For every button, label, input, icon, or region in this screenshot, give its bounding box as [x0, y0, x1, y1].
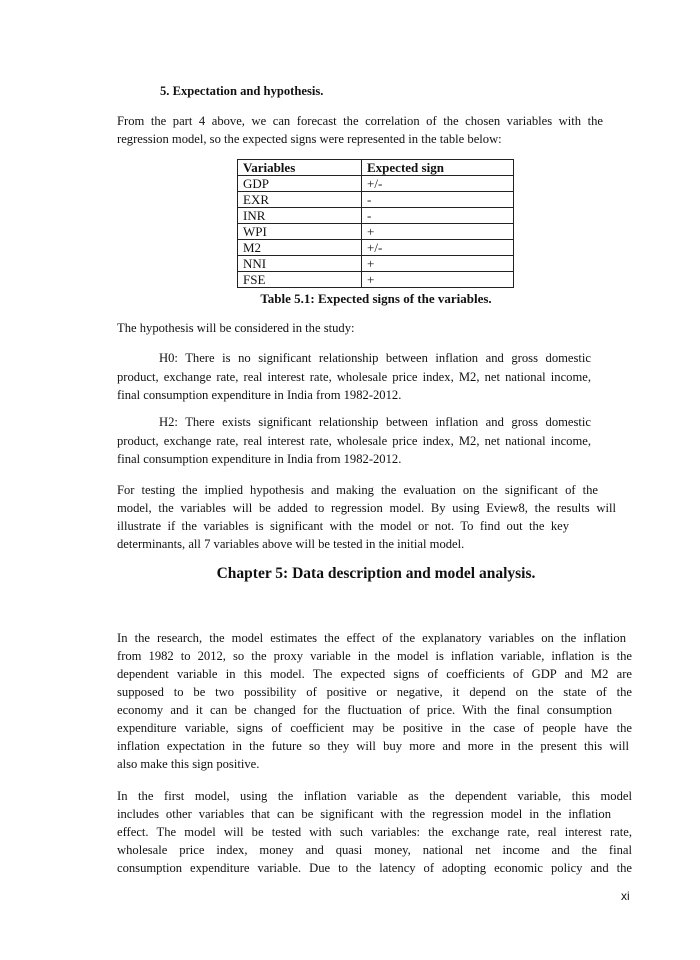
- testing-line: For testing the implied hypothesis and making the evaluation on the significant of the: [117, 483, 598, 497]
- page-number: xi: [621, 889, 630, 903]
- table-row: [238, 224, 514, 240]
- cell-variable: GDP: [238, 176, 362, 192]
- table-row: [238, 256, 514, 272]
- intro-line: regression model, so the expected signs were represented in the table below:: [117, 132, 502, 146]
- intro-line: From the part 4 above, we can forecast the correlation of the chosen variables with the: [117, 114, 603, 128]
- para2-line: includes other variables that can be significant with the regression model in the inflation: [117, 807, 611, 821]
- para1-line: In the research, the model estimates the effect of the explanatory variables on the inflation: [117, 631, 626, 645]
- cell-sign: +: [362, 256, 514, 272]
- cell-variable: FSE: [238, 272, 362, 288]
- cell-sign: -: [362, 208, 514, 224]
- para1-line: economy and it can be changed for the fluctuation of price. With the final consumption: [117, 703, 612, 717]
- cell-variable: WPI: [238, 224, 362, 240]
- para1-line: expenditure variable, signs of coefficient may be positive in the case of people have the: [117, 721, 632, 735]
- cell-variable: EXR: [238, 192, 362, 208]
- cell-variable: INR: [238, 208, 362, 224]
- para2-line: wholesale price index, money and quasi money, national net income and the final: [117, 843, 632, 857]
- para1-line: inflation expectation in the future so they will buy more and more in the present this will: [117, 739, 629, 753]
- table-caption: Table 5.1: Expected signs of the variables.: [260, 291, 492, 306]
- table-row: [238, 192, 514, 208]
- section-heading: 5. Expectation and hypothesis.: [160, 84, 324, 98]
- h0-line: H0: There is no significant relationship between inflation and gross domestic: [159, 351, 591, 365]
- h2-line: product, exchange rate, real interest rate, wholesale price index, M2, net national income,: [117, 434, 591, 448]
- hypothesis-intro: The hypothesis will be considered in the study:: [117, 321, 355, 335]
- cell-variable: M2: [238, 240, 362, 256]
- cell-sign: +: [362, 224, 514, 240]
- testing-line: model, the variables will be added to regression model. By using Eview8, the results will: [117, 501, 616, 515]
- para1-line: dependent variable in this model. The expected signs of coefficients of GDP and M2 are: [117, 667, 632, 681]
- chapter-title: Chapter 5: Data description and model analysis.: [216, 565, 536, 582]
- para2-line: consumption expenditure variable. Due to the latency of adopting economic policy and the: [117, 861, 632, 875]
- table-row: [238, 176, 514, 192]
- h2-line: final consumption expenditure in India from 1982-2012.: [117, 452, 402, 466]
- table-row: [238, 272, 514, 288]
- testing-line: illustrate if the variables is significant with the model or not. To find out the key: [117, 519, 569, 533]
- h2-line: H2: There exists significant relationship between inflation and gross domestic: [159, 415, 591, 429]
- table-row: [238, 208, 514, 224]
- para1-line: from 1982 to 2012, so the proxy variable in the model is inflation variable, inflation is the: [117, 649, 632, 663]
- testing-line: determinants, all 7 variables above will be tested in the initial model.: [117, 537, 465, 551]
- table-row: [238, 240, 514, 256]
- table-header-row: [238, 160, 514, 176]
- expected-signs-table: [237, 159, 514, 288]
- header-variables: Variables: [238, 160, 362, 176]
- para1-line: supposed to be two possibility of positive or negative, it depend on the state of the: [117, 685, 632, 699]
- cell-sign: -: [362, 192, 514, 208]
- cell-variable: NNI: [238, 256, 362, 272]
- cell-sign: +/-: [362, 240, 514, 256]
- cell-sign: +: [362, 272, 514, 288]
- para2-line: In the first model, using the inflation variable as the dependent variable, this model: [117, 789, 632, 803]
- h0-line: final consumption expenditure in India from 1982-2012.: [117, 388, 402, 402]
- cell-sign: +/-: [362, 176, 514, 192]
- header-expected-sign: Expected sign: [362, 160, 514, 176]
- para1-line: also make this sign positive.: [117, 757, 260, 771]
- h0-line: product, exchange rate, real interest rate, wholesale price index, M2, net national income,: [117, 370, 591, 384]
- para2-line: effect. The model will be tested with such variables: the exchange rate, real interest rate,: [117, 825, 632, 839]
